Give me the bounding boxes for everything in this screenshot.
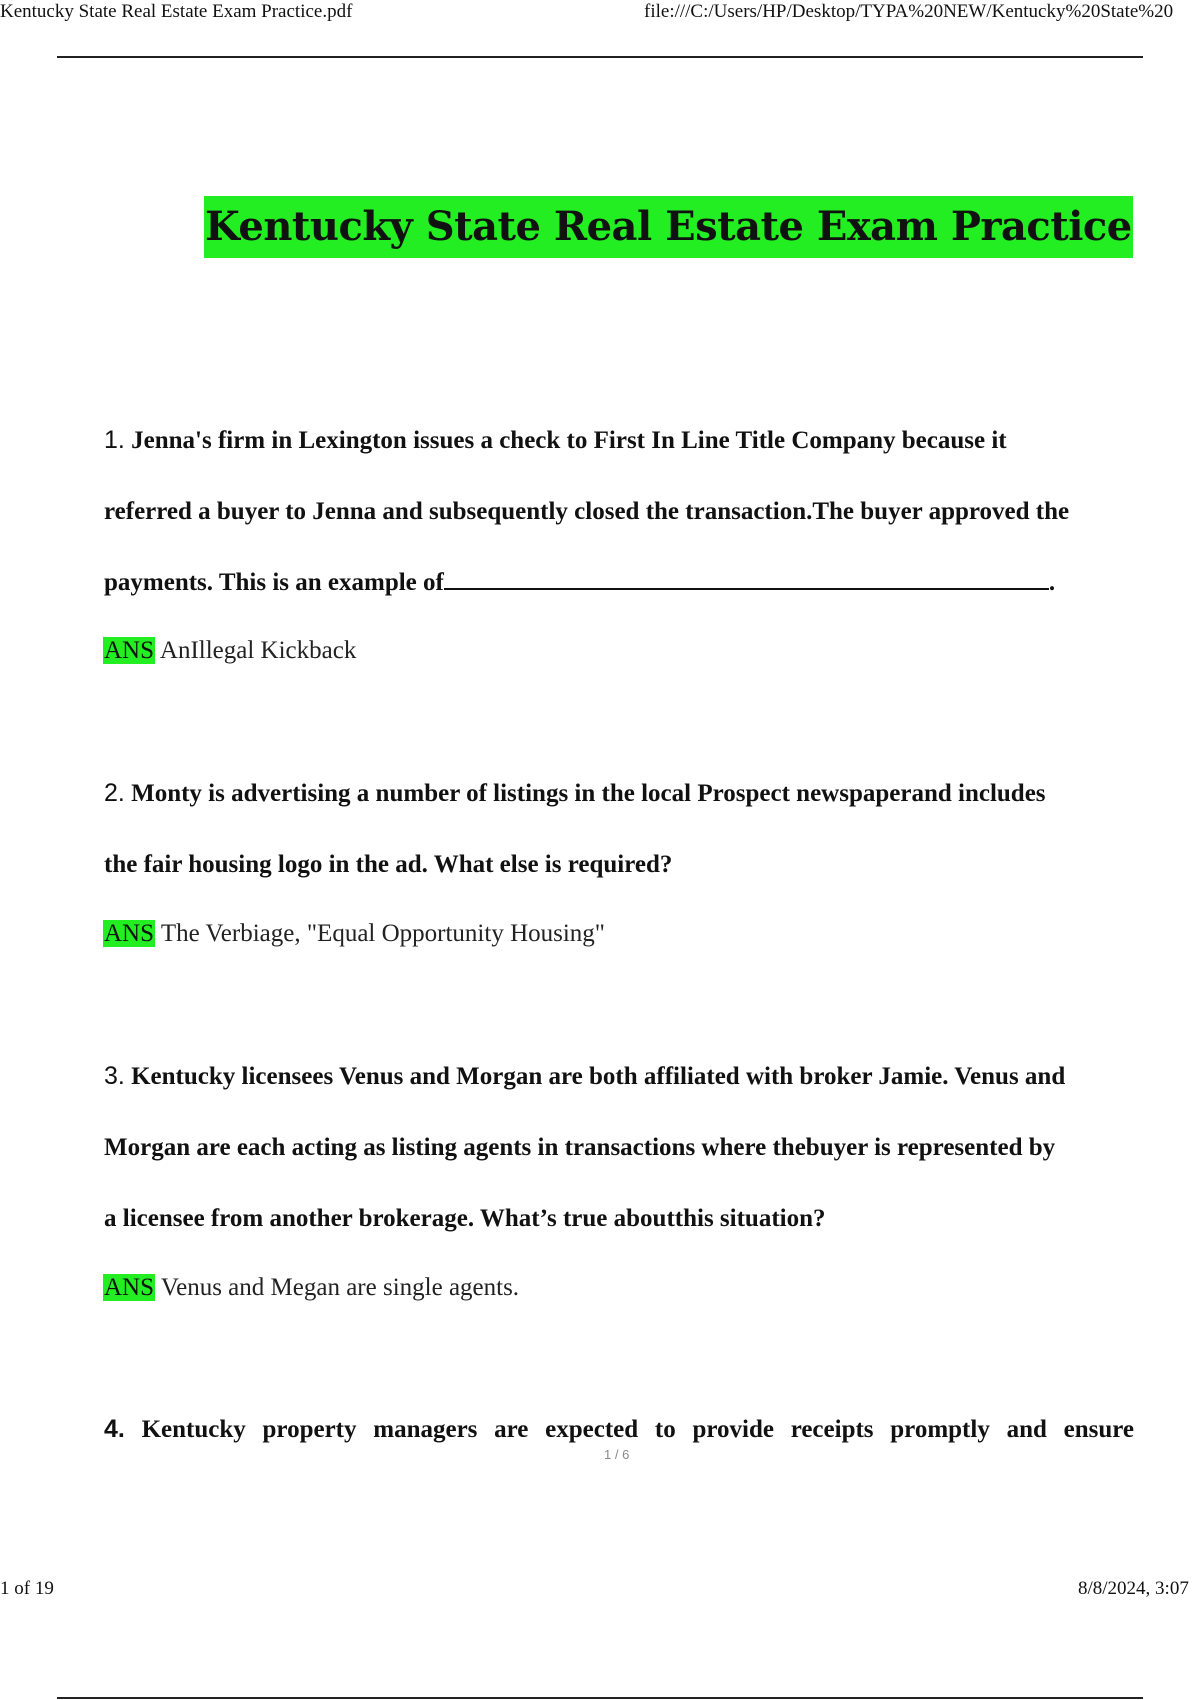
print-footer-timestamp: 8/8/2024, 3:07 xyxy=(1078,1578,1189,1599)
answer-1 xyxy=(103,634,356,668)
question-text: payments. This is an example of xyxy=(104,569,444,596)
answer-tag: ANS xyxy=(104,1274,155,1301)
question-line xyxy=(104,476,1134,547)
answer-3 xyxy=(103,1271,519,1305)
question-line xyxy=(104,1041,1134,1112)
question-line xyxy=(104,405,1134,476)
answer-tag: ANS xyxy=(104,920,155,947)
question-number: 1. xyxy=(104,426,125,454)
answer-blank xyxy=(444,566,1049,590)
page-indicator: 1 / 6 xyxy=(604,1447,630,1462)
answer-text: The Verbiage, "Equal Opportunity Housing" xyxy=(160,920,606,947)
question-1 xyxy=(104,405,1134,618)
print-header-path: file:///C:/Users/HP/Desktop/TYPA%20NEW/Kentucky%20State%20 xyxy=(644,1,1174,22)
question-text: Monty is advertising a number of listings in the local Prospect newspaperand includes xyxy=(131,780,1046,807)
question-text: Kentucky property managers are expected to provide receipts promptly and ensure xyxy=(141,1416,1134,1443)
header-divider xyxy=(57,56,1143,58)
question-number: 2. xyxy=(104,779,125,807)
question-text: Jenna's firm in Lexington issues a check to First In Line Title Company because it xyxy=(131,427,1007,454)
question-line xyxy=(104,1112,1134,1183)
question-3 xyxy=(104,1041,1134,1254)
question-text: a licensee from another brokerage. What’s true aboutthis situation? xyxy=(104,1205,826,1232)
question-2 xyxy=(104,758,1134,900)
question-number: 3. xyxy=(104,1062,125,1090)
question-line xyxy=(104,758,1134,829)
answer-text: Venus and Megan are single agents. xyxy=(160,1274,520,1301)
document-title: Kentucky State Real Estate Exam Practice xyxy=(204,196,1133,258)
answer-text: AnIllegal Kickback xyxy=(159,637,357,664)
question-text: Kentucky licensees Venus and Morgan are both affiliated with broker Jamie. Venus and xyxy=(131,1063,1066,1090)
question-text: referred a buyer to Jenna and subsequently closed the transaction.The buyer approved the xyxy=(104,498,1070,525)
question-number: 4. xyxy=(104,1415,125,1443)
question-text: the fair housing logo in the ad. What else is required? xyxy=(104,851,673,878)
answer-2 xyxy=(103,917,605,951)
print-footer-page-count: 1 of 19 xyxy=(0,1578,54,1599)
footer-divider xyxy=(57,1697,1143,1699)
question-line xyxy=(104,1183,1134,1254)
question-line xyxy=(104,829,1134,900)
question-end-mark: . xyxy=(1048,569,1056,596)
print-header-title: Kentucky State Real Estate Exam Practice.pdf xyxy=(0,1,353,22)
question-text: Morgan are each acting as listing agents in transactions where thebuyer is represented by xyxy=(104,1134,1056,1161)
question-line xyxy=(104,547,1134,618)
answer-tag: ANS xyxy=(104,637,155,664)
